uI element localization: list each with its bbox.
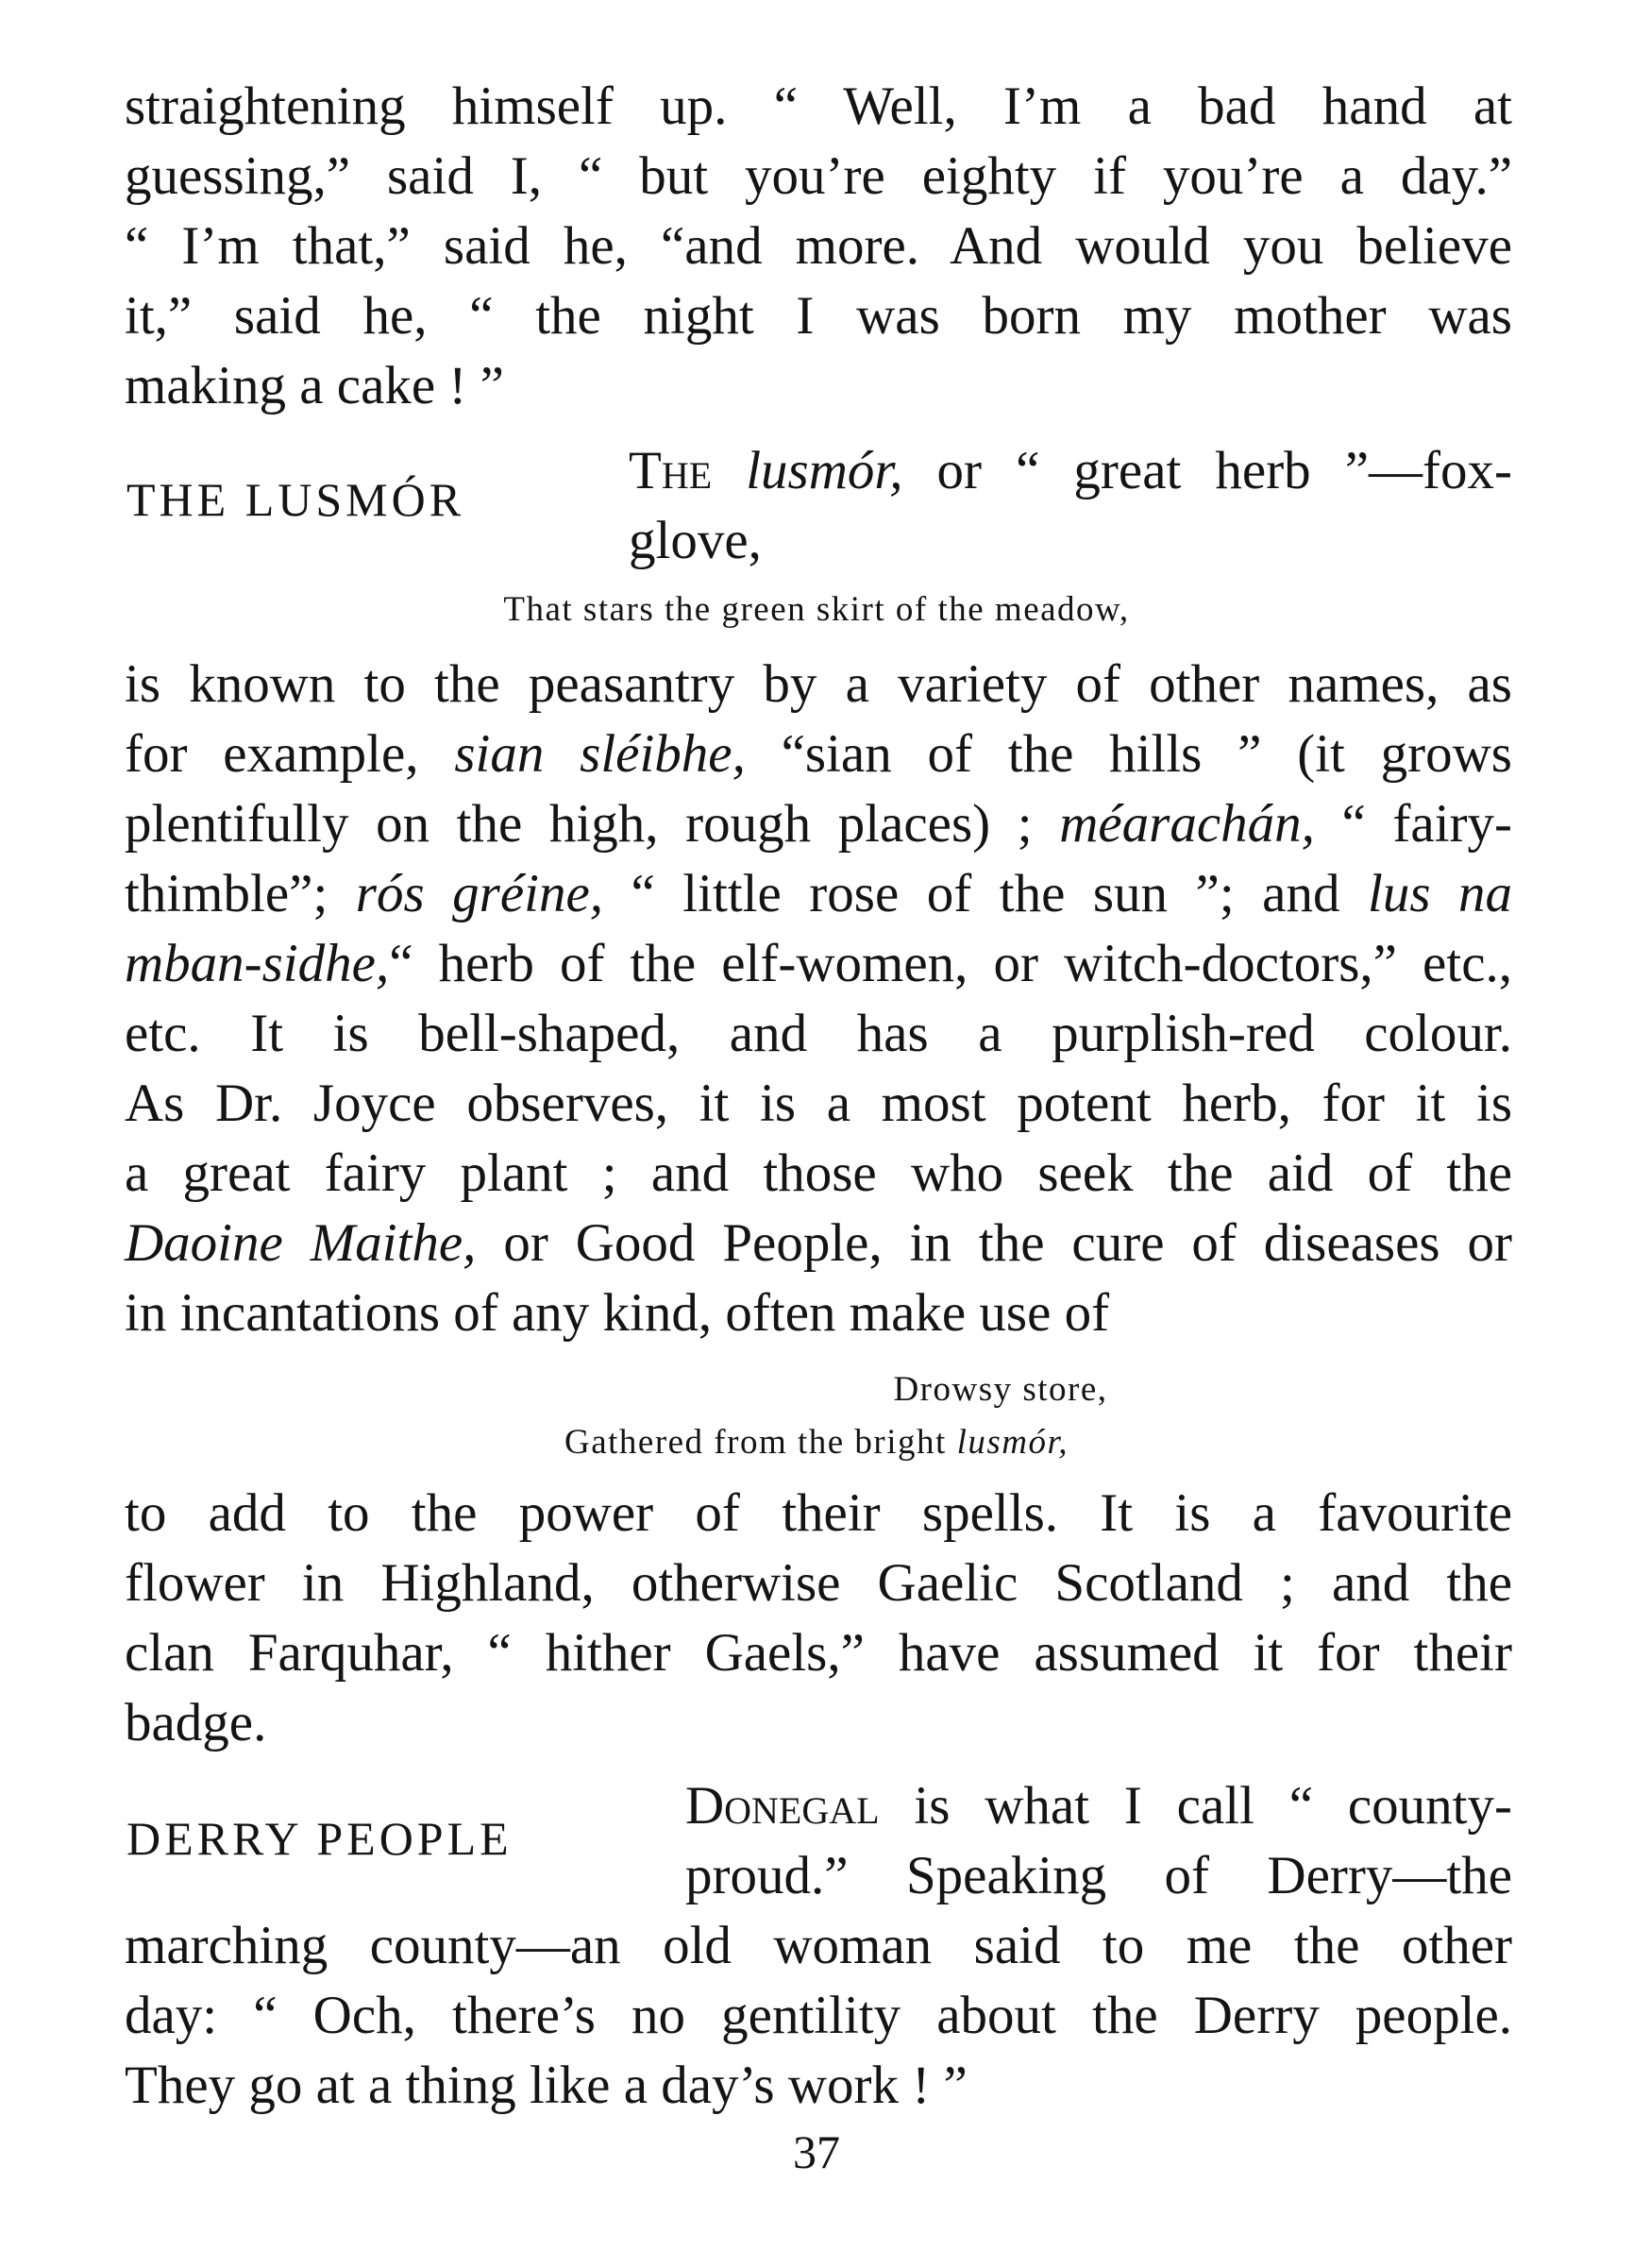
text-line: to add to the power of their spells. It is a favourite <box>125 1483 1512 1543</box>
italic-term: Daoine Maithe, <box>125 1213 477 1273</box>
text-line: mban-sidhe,“ herb of the elf-women, or witch-doctors,” etc., <box>125 934 1512 993</box>
italic-term: mban-sidhe, <box>125 934 390 993</box>
italic-term: lus na <box>1367 864 1513 923</box>
italic-term: rós gréine, <box>355 864 604 923</box>
text-line: flower in Highland, otherwise Gaelic Scotland ; and the <box>125 1553 1512 1613</box>
small-caps-lead: Donegal <box>685 1776 880 1836</box>
text-line: it,” said he, “ the night I was born my mother was <box>125 286 1512 346</box>
section-heading: DERRY PEOPLE <box>126 1812 513 1865</box>
text-line: making a cake ! ” <box>125 356 504 415</box>
text-line: guessing,” said I, “ but you’re eighty if you’re a day.” <box>125 146 1512 206</box>
text-line: proud.” Speaking of Derry—the <box>685 1846 1512 1905</box>
text-line: badge. <box>125 1693 267 1752</box>
text-line: Donegal is what I call “ county- <box>685 1776 1512 1836</box>
italic-term: lusmór, <box>956 1423 1069 1462</box>
text-line: thimble”; rós gréine, “ little rose of the sun ”; and lus na <box>125 864 1513 923</box>
text-line: is known to the peasantry by a variety of other names, as <box>125 654 1512 714</box>
text-line: a great fairy plant ; and those who seek the aid of the <box>125 1143 1512 1203</box>
section-heading: THE LUSMÓR <box>126 473 465 526</box>
text-line: in incantations of any kind, often make use of <box>125 1283 1110 1343</box>
verse-quote: Gathered from the bright lusmór, <box>564 1423 1069 1462</box>
text-line: The lusmór, or “ great herb ”—fox- <box>629 441 1513 500</box>
text-line: etc. It is bell-shaped, and has a purplish-red colour. <box>125 1004 1512 1063</box>
text-line: As Dr. Joyce observes, it is a most potent herb, for it is <box>125 1074 1512 1133</box>
text-line: straightening himself up. “ Well, I’m a bad hand at <box>125 76 1512 136</box>
text-line: They go at a thing like a day’s work ! ” <box>125 2056 968 2115</box>
text-line: for example, sian sléibhe, “sian of the hills ” (it grows <box>125 724 1512 784</box>
italic-term: méarachán, <box>1059 794 1315 854</box>
text-line: day: “ Och, there’s no gentility about the Derry people. <box>125 1986 1512 2045</box>
text-line: plentifully on the high, rough places) ; méarachán, “ fairy- <box>125 794 1512 854</box>
italic-term: sian sléibhe, <box>454 724 746 784</box>
text-line: glove, <box>629 511 762 570</box>
verse-quote: That stars the green skirt of the meadow, <box>503 590 1130 629</box>
text-line: clan Farquhar, “ hither Gaels,” have assumed it for their <box>125 1623 1512 1683</box>
text-line: marching county—an old woman said to me the other <box>125 1916 1512 1975</box>
verse-quote: Drowsy store, <box>893 1370 1108 1409</box>
small-caps-lead: The <box>629 441 713 500</box>
text-line: “ I’m that,” said he, “and more. And would you believe <box>125 216 1512 276</box>
italic-term: lusmór, <box>746 441 903 500</box>
text-line: Daoine Maithe, or Good People, in the cure of diseases or <box>125 1213 1512 1273</box>
page-number: 37 <box>793 2125 840 2178</box>
